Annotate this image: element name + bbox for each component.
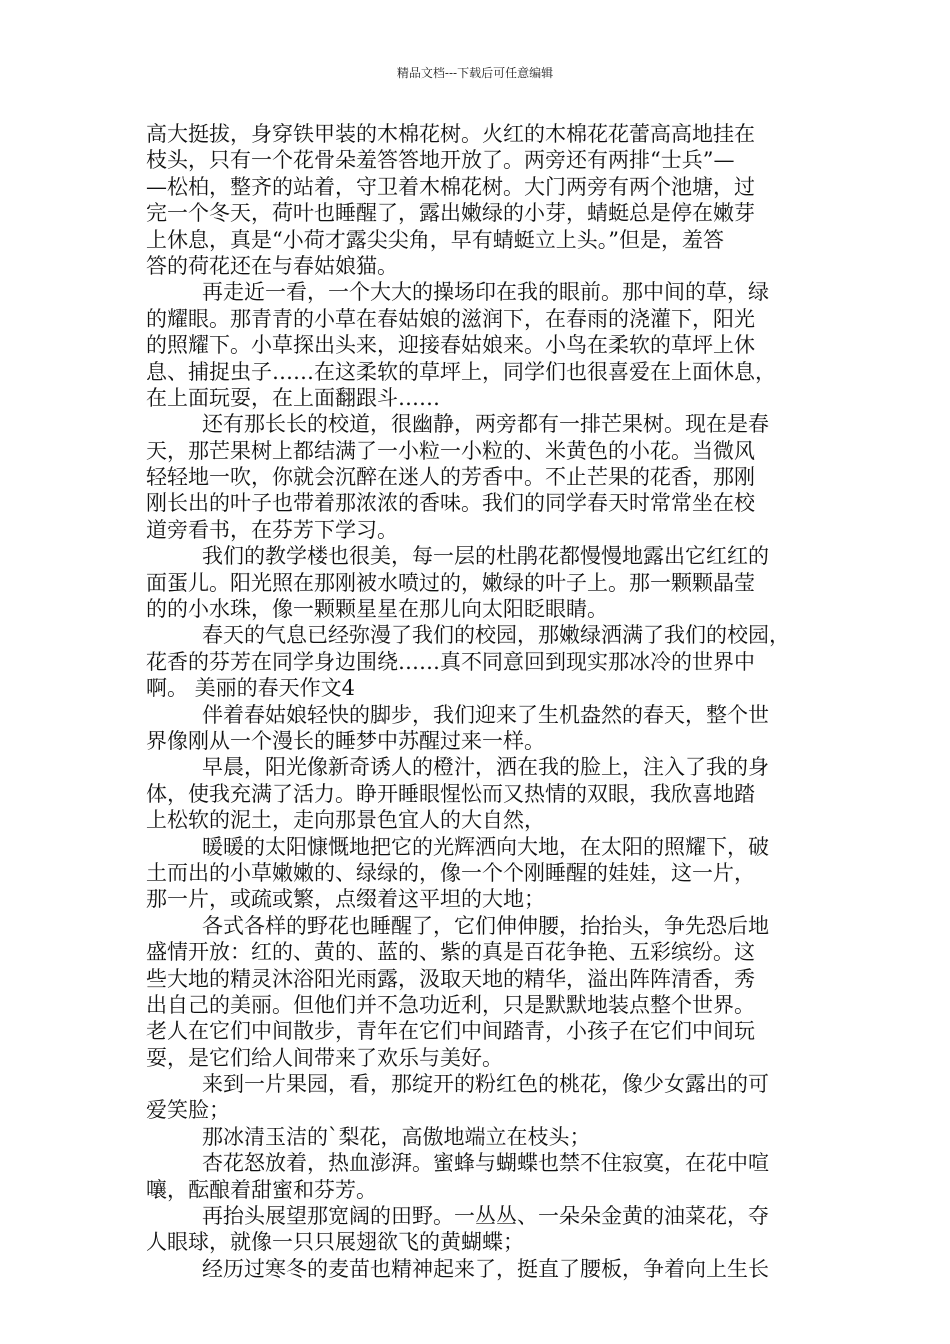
text-line: 经历过寒冬的麦苗也精神起来了，挺直了腰板，争着向上生长	[202, 1256, 769, 1281]
text-line: 盛情开放：红的、黄的、蓝的、紫的真是百花争艳、五彩缤纷。这	[146, 940, 755, 965]
text-line: 界像刚从一个漫长的睡梦中苏醒过来一样。	[146, 728, 545, 753]
text-line: 体，使我充满了活力。睁开睡眼惺忪而又热情的双眼，我欣喜地踏	[146, 781, 755, 806]
text-line: 再抬头展望那宽阔的田野。一丛丛、一朵朵金黄的油菜花，夺	[202, 1204, 769, 1229]
text-line: 杏花怒放着，热血澎湃。蜜蜂与蝴蝶也禁不住寂寞，在花中喧	[202, 1151, 769, 1176]
text-line: 在上面玩耍，在上面翻跟斗……	[146, 385, 440, 410]
text-line: 答的荷花还在与春姑娘猫。	[146, 253, 398, 278]
text-line: 各式各样的野花也睡醒了，它们伸伸腰，抬抬头，争先恐后地	[202, 913, 769, 938]
text-line: 来到一片果园，看，那绽开的粉红色的桃花，像少女露出的可	[202, 1072, 769, 1097]
text-line: 完一个冬天，荷叶也睡醒了，露出嫩绿的小芽，蜻蜓总是停在嫩芽	[146, 201, 755, 226]
text-line: 道旁看书，在芬芳下学习。	[146, 517, 398, 542]
page-header: 精品文档---下载后可任意编辑	[396, 66, 554, 80]
text-line: 嚷，酝酿着甜蜜和芬芳。	[146, 1177, 377, 1202]
text-line: 的照耀下。小草探出头来，迎接春姑娘来。小鸟在柔软的草坪上休	[146, 333, 755, 358]
text-line: 刚长出的叶子也带着那浓浓的香味。我们的同学春天时常常坐在校	[146, 491, 755, 516]
text-line: 上松软的泥土，走向那景色宜人的大自然，	[146, 808, 545, 833]
text-line: 春天的气息已经弥漫了我们的校园，那嫩绿洒满了我们的校园，	[202, 623, 790, 648]
text-line: 暖暖的太阳慷慨地把它的光辉洒向大地，在太阳的照耀下，破	[202, 834, 769, 859]
text-line: 那冰清玉洁的`梨花，高傲地端立在枝头；	[202, 1124, 591, 1149]
text-line: 老人在它们中间散步，青年在它们中间踏青，小孩子在它们中间玩	[146, 1019, 755, 1044]
text-line: 的的小水珠，像一颗颗星星在那儿向太阳眨眼睛。	[146, 597, 608, 622]
text-line: 花香的芬芳在同学身边围绕……真不同意回到现实那冰冷的世界中	[146, 649, 755, 674]
text-line: 再走近一看，一个大大的操场印在我的眼前。那中间的草，绿	[202, 280, 769, 305]
text-line: 高大挺拔，身穿铁甲装的木棉花树。火红的木棉花花蕾高高地挂在	[146, 122, 755, 146]
text-line: 早晨，阳光像新奇诱人的橙汁，洒在我的脸上，注入了我的身	[202, 755, 769, 780]
text-line: 息、捕捉虫子……在这柔软的草坪上，同学们也很喜爱在上面休息，	[146, 359, 776, 384]
text-line: 土而出的小草嫩嫩的、绿绿的，像一个个刚睡醒的娃娃，这一片，	[146, 860, 755, 885]
text-line: 些大地的精灵沐浴阳光雨露，汲取天地的精华，溢出阵阵清香，秀	[146, 966, 755, 991]
text-line: 我们的教学楼也很美，每一层的杜鹃花都慢慢地露出它红红的	[202, 544, 769, 569]
text-line: 耍，是它们给人间带来了欢乐与美好。	[146, 1045, 503, 1070]
text-line: 轻轻地一吹，你就会沉醉在迷人的芳香中。不止芒果的花香，那刚	[146, 465, 755, 490]
text-line: 出自己的美丽。但他们并不急功近利，只是默默地装点整个世界。	[146, 992, 755, 1017]
text-line: 面蛋儿。阳光照在那刚被水喷过的，嫩绿的叶子上。那一颗颗晶莹	[146, 570, 755, 595]
text-line: 天，那芒果树上都结满了一小粒一小粒的、米黄色的小花。当微风	[146, 438, 755, 463]
text-line: 那一片，或疏或繁，点缀着这平坦的大地；	[146, 887, 545, 912]
text-line: 啊。 美丽的春天作文4	[146, 676, 356, 701]
text-line: —松柏，整齐的站着，守卫着木棉花树。大门两旁有两个池塘，过	[146, 174, 755, 199]
text-line: 上休息，真是“小荷才露尖尖角，早有蜻蜓立上头。”但是，羞答	[146, 227, 724, 252]
document-body	[146, 121, 802, 1282]
text-line: 爱笑脸；	[146, 1098, 230, 1123]
text-line: 还有那长长的校道，很幽静，两旁都有一排芒果树。现在是春	[202, 412, 769, 437]
text-line: 人眼球，就像一只只展翅欲飞的黄蝴蝶；	[146, 1230, 524, 1255]
text-line: 的耀眼。那青青的小草在春姑娘的滋润下，在春雨的浇灌下，阳光	[146, 306, 755, 331]
text-line: 伴着春姑娘轻快的脚步，我们迎来了生机盎然的春天，整个世	[202, 702, 769, 727]
text-line: 枝头，只有一个花骨朵羞答答地开放了。两旁还有两排“士兵”—	[146, 148, 735, 173]
